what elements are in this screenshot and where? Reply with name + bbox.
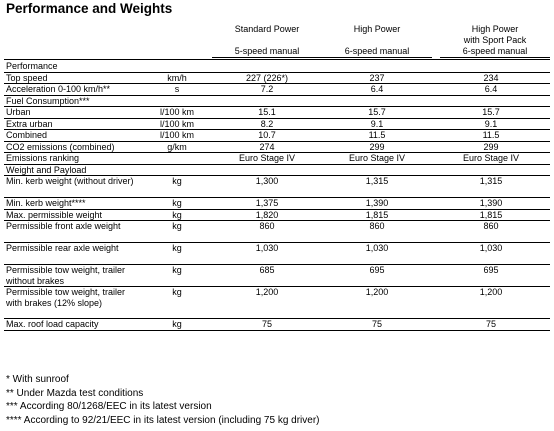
row-unit: l/100 km	[142, 118, 212, 130]
row-label: Min. kerb weight****	[4, 198, 142, 210]
row-value: 75	[212, 319, 322, 331]
row-unit: kg	[142, 243, 212, 265]
section-label: Fuel Consumption***	[4, 95, 550, 107]
row-label: Emissions ranking	[4, 153, 142, 165]
table-row	[4, 118, 550, 130]
row-value: 7.2	[212, 84, 322, 96]
table-row	[4, 243, 550, 265]
row-label: Permissible tow weight, trailer with brakes (12% slope)	[4, 287, 142, 319]
row-value: 695	[432, 265, 550, 287]
row-label: Acceleration 0-100 km/h**	[4, 84, 142, 96]
row-value: 234	[432, 72, 550, 84]
row-unit: s	[142, 84, 212, 96]
row-value: 299	[322, 141, 432, 153]
footnote: ** Under Mazda test conditions	[6, 387, 144, 399]
footnotes	[6, 373, 320, 427]
row-label: Permissible front axle weight	[4, 221, 142, 243]
table-row	[4, 209, 550, 221]
row-unit: l/100 km	[142, 130, 212, 142]
row-value: 227 (226*)	[212, 72, 322, 84]
row-value: 11.5	[432, 130, 550, 142]
table-row	[4, 221, 550, 243]
row-value: 75	[322, 319, 432, 331]
row-value: 1,030	[212, 243, 322, 265]
row-value: 11.5	[322, 130, 432, 142]
row-unit	[142, 153, 212, 165]
row-unit: g/km	[142, 141, 212, 153]
section-row	[4, 164, 550, 176]
column-header-high-power: High Power	[353, 24, 401, 34]
row-value: 299	[432, 141, 550, 153]
column-header-high-power-sport: High Power	[471, 24, 519, 34]
spec-table	[4, 61, 550, 331]
table-row	[4, 198, 550, 210]
row-unit: l/100 km	[142, 107, 212, 119]
row-value: 1,820	[212, 209, 322, 221]
footnote: * With sunroof	[6, 374, 69, 385]
table-row	[4, 107, 550, 119]
row-value: Euro Stage IV	[322, 153, 432, 165]
table-row	[4, 176, 550, 198]
column-transmission-high: 6-speed manual	[322, 46, 432, 58]
row-value: 860	[432, 221, 550, 243]
table-row	[4, 130, 550, 142]
section-label: Weight and Payload	[4, 164, 550, 176]
table-row	[4, 72, 550, 84]
row-value: 1,315	[432, 176, 550, 198]
row-value: 9.1	[322, 118, 432, 130]
row-value: 15.7	[322, 107, 432, 119]
row-unit: kg	[142, 198, 212, 210]
row-value: 237	[322, 72, 432, 84]
row-value: 860	[212, 221, 322, 243]
table-row	[4, 141, 550, 153]
row-label: Permissible tow weight, trailer without brakes	[4, 265, 142, 287]
row-value: 8.2	[212, 118, 322, 130]
row-value: 6.4	[322, 84, 432, 96]
column-header-standard-power: Standard Power	[234, 24, 300, 34]
footnote: *** According 80/1268/EEC in its latest version	[6, 401, 212, 413]
table-row	[4, 319, 550, 331]
section-row	[4, 95, 550, 107]
row-value: 695	[322, 265, 432, 287]
row-value: Euro Stage IV	[432, 153, 550, 165]
row-value: Euro Stage IV	[212, 153, 322, 165]
section-label: Performance	[4, 61, 550, 72]
row-value: 1,300	[212, 176, 322, 198]
row-label: Extra urban	[4, 118, 142, 130]
row-value: 1,390	[322, 198, 432, 210]
row-value: 75	[432, 319, 550, 331]
row-label: Max. permissible weight	[4, 209, 142, 221]
row-label: Urban	[4, 107, 142, 119]
table-row	[4, 265, 550, 287]
row-value: 6.4	[432, 84, 550, 96]
row-label: Combined	[4, 130, 142, 142]
row-label: Min. kerb weight (without driver)	[4, 176, 142, 198]
row-value: 1,375	[212, 198, 322, 210]
row-label: Top speed	[4, 72, 142, 84]
row-value: 860	[322, 221, 432, 243]
row-value: 1,200	[322, 287, 432, 319]
row-value: 1,390	[432, 198, 550, 210]
row-value: 274	[212, 141, 322, 153]
row-unit: kg	[142, 319, 212, 331]
table-row	[4, 153, 550, 165]
row-value: 1,030	[322, 243, 432, 265]
row-label: Max. roof load capacity	[4, 319, 142, 331]
row-label: Permissible rear axle weight	[4, 243, 142, 265]
row-value: 10.7	[212, 130, 322, 142]
footnote: **** According to 92/21/EEC in its latest version (including 75 kg driver)	[6, 414, 320, 426]
row-unit: kg	[142, 209, 212, 221]
row-value: 1,815	[322, 209, 432, 221]
section-row	[4, 61, 550, 72]
table-top-rule	[4, 59, 550, 60]
row-value: 1,030	[432, 243, 550, 265]
row-value: 15.1	[212, 107, 322, 119]
page-title: Performance and Weights	[6, 1, 173, 16]
table-row	[4, 287, 550, 319]
row-value: 1,200	[212, 287, 322, 319]
row-value: 1,315	[322, 176, 432, 198]
row-value: 1,200	[432, 287, 550, 319]
row-unit: kg	[142, 221, 212, 243]
row-unit: kg	[142, 265, 212, 287]
row-unit: kg	[142, 176, 212, 198]
column-transmission-standard: 5-speed manual	[212, 46, 322, 58]
column-header-sport-pack: with Sport Pack	[463, 35, 527, 45]
spec-table-body	[4, 61, 550, 330]
row-unit: kg	[142, 287, 212, 319]
row-value: 9.1	[432, 118, 550, 130]
row-value: 15.7	[432, 107, 550, 119]
row-value: 685	[212, 265, 322, 287]
row-unit: km/h	[142, 72, 212, 84]
table-row	[4, 84, 550, 96]
row-label: CO2 emissions (combined)	[4, 141, 142, 153]
row-value: 1,815	[432, 209, 550, 221]
column-transmission-sport: 6-speed manual	[440, 46, 550, 58]
